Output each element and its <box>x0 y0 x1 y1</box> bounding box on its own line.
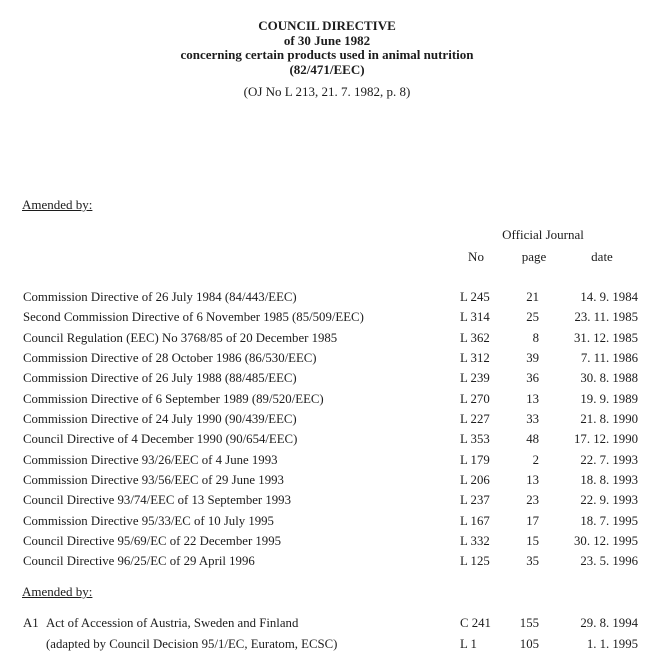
oj-date-cell: 30. 8. 1988 <box>580 371 638 386</box>
oj-number-cell: L 239 <box>460 371 490 386</box>
oj-date-cell: 23. 11. 1985 <box>574 310 638 325</box>
document-title: COUNCIL DIRECTIVE <box>258 18 396 33</box>
oj-number-cell: L 314 <box>460 310 490 325</box>
oj-date-cell: 21. 8. 1990 <box>580 412 638 427</box>
official-journal-column-group: Official Journal <box>502 227 584 242</box>
oj-date-cell: 23. 5. 1996 <box>580 554 638 569</box>
oj-date-cell: 22. 7. 1993 <box>580 452 638 467</box>
oj-date-cell: 18. 8. 1993 <box>580 473 638 488</box>
oj-date-cell: 19. 9. 1989 <box>580 391 638 406</box>
oj-page-cell: 13 <box>526 391 539 406</box>
oj-page-cell: 23 <box>526 493 539 508</box>
oj-date-cell: 22. 9. 1993 <box>580 493 638 508</box>
oj-number-cell: L 312 <box>460 351 490 366</box>
document-date-line: of 30 June 1982 <box>283 32 371 48</box>
amending-act-cell: Council Directive 93/74/EEC of 13 September 1993 <box>23 493 291 508</box>
column-header-date: date <box>591 249 613 264</box>
amending-act-cell: Council Directive of 4 December 1990 (90/654/EEC) <box>23 432 298 447</box>
amended-by-heading: Amended by: <box>22 197 93 212</box>
document-header <box>0 19 654 100</box>
oj-date-cell: 31. 12. 1985 <box>574 330 638 345</box>
oj-number-cell: L 237 <box>460 493 490 508</box>
oj-number-cell: L 1 <box>460 636 477 651</box>
oj-number-cell: C 241 <box>460 616 491 630</box>
oj-number-cell: L 270 <box>460 391 490 406</box>
oj-page-cell: 48 <box>526 432 539 447</box>
amending-act-cell: (adapted by Council Decision 95/1/EC, Euratom, ECSC) <box>46 636 338 651</box>
document-subject-line: concerning certain products used in animal nutrition <box>180 47 474 63</box>
oj-page-cell: 13 <box>526 473 539 488</box>
oj-number-cell: L 125 <box>460 554 490 569</box>
oj-page-cell: 2 <box>532 452 539 467</box>
oj-page-cell: 15 <box>526 534 539 549</box>
amending-act-cell: Commission Directive of 26 July 1988 (88/485/EEC) <box>23 371 297 386</box>
amended-by-heading-2: Amended by: <box>22 584 93 599</box>
oj-page-cell: 36 <box>526 371 539 386</box>
oj-page-cell: 25 <box>526 310 539 325</box>
oj-number-cell: L 332 <box>460 534 490 549</box>
oj-page-cell: 33 <box>526 412 539 427</box>
amendment-ref-cell: A1 <box>23 616 39 630</box>
oj-page-cell: 155 <box>519 616 539 630</box>
amending-act-cell: Commission Directive 93/26/EEC of 4 June 1993 <box>23 452 278 467</box>
oj-page-cell: 21 <box>526 290 539 304</box>
amending-act-cell: Commission Directive of 26 July 1984 (84/443/EEC) <box>23 290 297 304</box>
document-number-line: (82/471/EEC) <box>289 62 365 78</box>
oj-page-cell: 35 <box>526 554 539 569</box>
amending-act-cell: Commission Directive of 28 October 1986 (86/530/EEC) <box>23 351 317 366</box>
amending-act-cell: Council Regulation (EEC) No 3768/85 of 20 December 1985 <box>23 330 338 345</box>
amending-act-cell: Act of Accession of Austria, Sweden and Finland <box>46 616 299 630</box>
oj-number-cell: L 353 <box>460 432 490 447</box>
amending-act-cell: Commission Directive of 6 September 1989 (89/520/EEC) <box>23 391 324 406</box>
amendments-table <box>23 287 638 572</box>
amending-act-cell: Council Directive 96/25/EC of 29 April 1996 <box>23 554 255 569</box>
oj-number-cell: L 206 <box>460 473 490 488</box>
oj-date-cell: 1. 1. 1995 <box>586 636 638 651</box>
oj-page-cell: 17 <box>526 513 539 528</box>
amending-act-cell: Commission Directive 95/33/EC of 10 July 1995 <box>23 513 274 528</box>
oj-page-cell: 39 <box>526 351 539 366</box>
oj-date-cell: 14. 9. 1984 <box>580 290 638 304</box>
oj-date-cell: 30. 12. 1995 <box>574 534 638 549</box>
oj-date-cell: 7. 11. 1986 <box>580 351 638 366</box>
oj-date-cell: 17. 12. 1990 <box>574 432 638 447</box>
oj-number-cell: L 167 <box>460 513 490 528</box>
oj-number-cell: L 362 <box>460 330 490 345</box>
oj-page-cell: 8 <box>532 330 539 345</box>
oj-date-cell: 29. 8. 1994 <box>580 616 638 630</box>
oj-page-cell: 105 <box>519 636 539 651</box>
oj-number-cell: L 179 <box>460 452 490 467</box>
amending-act-cell: Second Commission Directive of 6 November 1985 (85/509/EEC) <box>23 310 364 325</box>
amending-act-cell: Commission Directive of 24 July 1990 (90/439/EEC) <box>23 412 297 427</box>
amending-act-cell: Commission Directive 93/56/EEC of 29 June 1993 <box>23 473 284 488</box>
oj-number-cell: L 227 <box>460 412 490 427</box>
column-header-page: page <box>521 249 547 264</box>
oj-reference: (OJ No L 213, 21. 7. 1982, p. 8) <box>243 83 411 99</box>
oj-date-cell: 18. 7. 1995 <box>580 513 638 528</box>
accession-amendments-table <box>23 613 638 654</box>
column-header-no: No <box>468 249 484 264</box>
amending-act-cell: Council Directive 95/69/EC of 22 December 1995 <box>23 534 282 549</box>
amendment-ref-cell <box>23 634 46 655</box>
oj-number-cell: L 245 <box>460 290 490 304</box>
